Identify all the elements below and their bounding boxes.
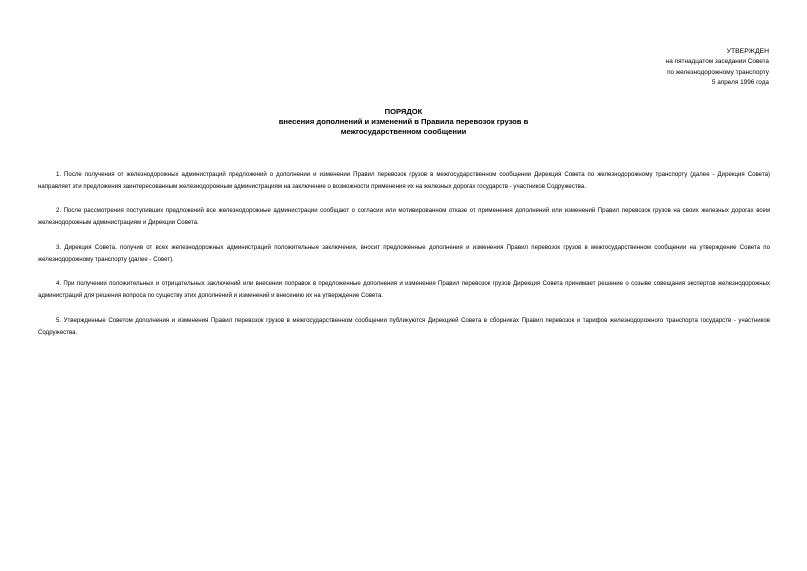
document-heading xyxy=(0,107,807,138)
document-title: ПОРЯДОК xyxy=(384,107,423,116)
paragraph-5: 5. Утвержденные Советом дополнения и изменения Правил перевозок грузов в межгосударственном сообщении публикуются Дирекцией Совета в сборниках Правил перевозок и тарифов железнодорожного транспорта государств - участников Содружества. xyxy=(38,316,770,336)
paragraph-1: 1. После получения от железнодорожных администраций предложений о дополнении и изменении Правил перевозок грузов в межгосударственном сообщении Дирекция Совета по железнодорожному транспорту (далее - Дирекция Совета) направляет эти предложения заинтересованным железнодорожным администрациям на заключение о возможности применения их на железных дорогах государств - участников Содружества. xyxy=(38,171,770,190)
approval-block xyxy=(666,47,769,89)
approval-title: УТВЕРЖДЕН xyxy=(726,48,769,55)
approval-date: 5 апреля 1996 года xyxy=(711,79,769,87)
paragraph-2: 2. После рассмотрения поступивших предложений все железнодорожные администрации сообщают о согласии или мотивированном отказе от применения дополнений или изменений Правил перевозок грузов на своих железных дорогах всем железнодорожным администрациям и Дирекции Совета. xyxy=(38,207,770,227)
document-subtitle-line-2: межгосударственном сообщении xyxy=(340,127,467,137)
document-body xyxy=(38,169,770,351)
approval-line-2: по железнодорожному транспорту xyxy=(667,68,769,76)
approval-line-1: на пятнадцатом заседании Совета xyxy=(665,58,769,66)
paragraph-3: 3. Дирекция Совета, получив от всех железнодорожных администраций положительные заключения, вносит предложенные дополнения и изменения Правил перевозок грузов в межгосударственном сообщении на утверждение Совета по железнодорожному транспорту (далее - Совет). xyxy=(38,243,770,263)
document-subtitle-line-1: внесения дополнений и изменений в Правила перевозок грузов в xyxy=(278,117,529,127)
paragraph-4: 4. При получении положительных и отрицательных заключений или внесении поправок в предложенные дополнения и изменения Правил перевозок грузов Дирекция Совета принимает решение о созыве совещания экспертов железнодорожных администраций для решения вопроса по существу этих дополнений и изменений и внесению их на утверждение Совета. xyxy=(38,280,770,300)
